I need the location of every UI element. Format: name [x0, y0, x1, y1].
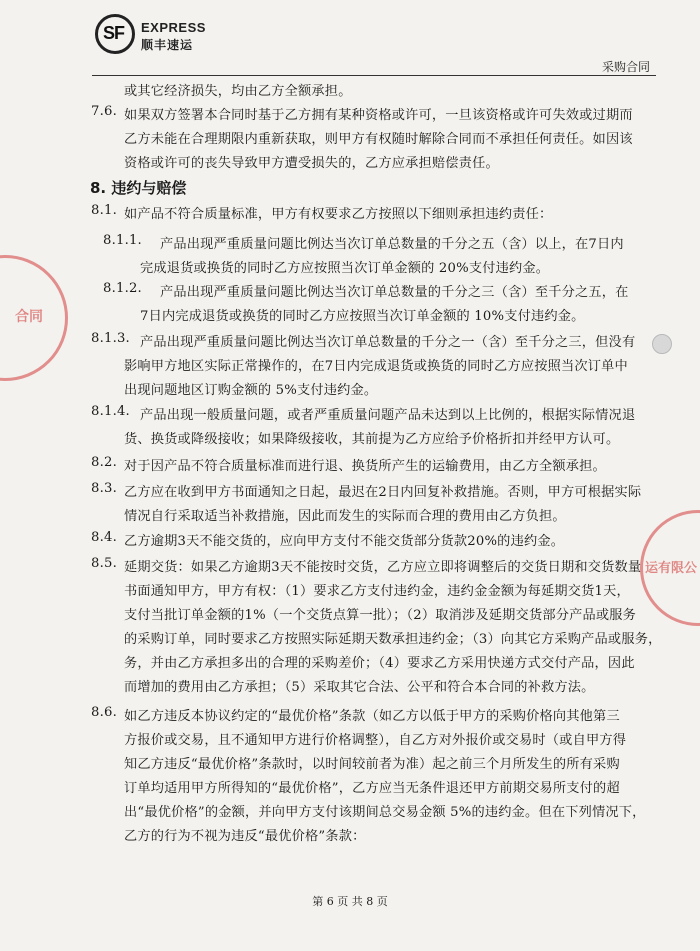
clause-text-line: 乙方应在收到甲方书面通知之日起，最迟在2日内回复补救措施。否则，甲方可根据实际: [124, 485, 642, 500]
red-stamp-right: 运有限公: [640, 510, 700, 626]
clause-number: 8.4.: [91, 530, 117, 545]
clause-text-line: 出“最优价格”的金额，并向甲方支付该期间总交易金额 5%的违约金。但在下列情况下，: [124, 805, 646, 820]
clause-text-line: 订单均适用甲方所得知的“最优价格”，乙方应当无条件退还甲方前期交易所支付的超: [124, 781, 620, 796]
clause-text-line: 而增加的费用由乙方承担；（5）采取其它合法、公平和符合本合同的补救方法。: [124, 680, 595, 695]
clause-text-line: 对于因产品不符合质量标准而进行退、换货所产生的运输费用，由乙方全额承担。: [124, 459, 606, 474]
clause-number: 8.3.: [91, 481, 117, 496]
clause-text-line: 乙方逾期3天不能交货的，应向甲方支付不能交货部分货款20%的违约金。: [124, 534, 565, 549]
clause-text-line: 产品出现一般质量问题，或者严重质量问题产品未达到以上比例的，根据实际情况退: [140, 408, 636, 423]
page-footer: 第 6 页 共 8 页: [312, 895, 388, 908]
sf-express-logo: [95, 14, 215, 58]
sf-logo-icon: SF: [95, 14, 135, 54]
logo-english-text: EXPRESS: [141, 20, 206, 35]
clause-text-line: 产品出现严重质量问题比例达当次订单总数量的千分之三（含）至千分之五，在: [160, 285, 629, 300]
clause-text-line: 方报价或交易，且不通知甲方进行价格调整），自乙方对外报价或交易时（或自甲方得: [124, 733, 627, 748]
clause-text-line: 产品出现严重质量问题比例达当次订单总数量的千分之一（含）至千分之三，但没有: [140, 335, 636, 350]
punch-hole: [652, 334, 672, 354]
clause-text-line: 务，并由乙方承担多出的合理的采购差价；（4）要求乙方采用快递方式交付产品，因此: [124, 656, 635, 671]
clause-text-line: 延期交货：如果乙方逾期3天不能按时交货，乙方应立即将调整后的交货日期和交货数量: [124, 560, 642, 575]
clause-text-line: 出现问题地区订购金额的 5%支付违约金。: [124, 383, 378, 398]
clause-text-line: 如产品不符合质量标准，甲方有权要求乙方按照以下细则承担违约责任：: [124, 207, 553, 222]
clause-text-line: 资格或许可的丧失导致甲方遭受损失的，乙方应承担赔偿责任。: [124, 156, 499, 171]
clause-text-line: 的采购订单，同时要求乙方按照实际延期天数承担违约金；（3）向其它方采购产品或服务，: [124, 632, 662, 647]
header-divider: [92, 75, 656, 76]
clause-number: 8.1.3.: [91, 331, 130, 346]
clause-text-line: 如乙方违反本协议约定的“最优价格”条款（如乙方以低于甲方的采购价格向其他第三: [124, 709, 620, 724]
clause-number: 8.1.4.: [91, 404, 130, 419]
document-title: 采购合同: [601, 60, 650, 74]
clause-text-line: 影响甲方地区实际正常操作的，在7日内完成退货或换货的同时乙方应按照当次订单中: [124, 359, 628, 374]
clause-number: 7.6.: [91, 104, 117, 119]
clause-text-line: 7日内完成退货或换货的同时乙方应按照当次订单金额的 10%支付违约金。: [140, 309, 585, 324]
clause-text-line: 产品出现严重质量问题比例达当次订单总数量的千分之五（含）以上，在7日内: [160, 237, 624, 252]
clause-number: 8.6.: [91, 705, 117, 720]
clause-text-line: 情况自行采取适当补救措施，因此而发生的实际而合理的费用由乙方负担。: [124, 509, 566, 524]
clause-number: 8.1.1.: [103, 233, 142, 248]
logo-chinese-text: 顺丰速运: [141, 38, 194, 52]
clause-number: 8.1.2.: [103, 281, 142, 296]
clause-text-line: 完成退货或换货的同时乙方应按照当次订单金额的 20%支付违约金。: [140, 261, 550, 276]
clause-text-line: 知乙方违反“最优价格”条款时，以时间较前者为准）起之前三个月所发生的所有采购: [124, 757, 620, 772]
clause-text-line: 乙方的行为不视为违反“最优价格”条款：: [124, 829, 366, 844]
clause-number: 8.2.: [91, 455, 117, 470]
clause-number: 8.5.: [91, 556, 117, 571]
clause-text-line: 或其它经济损失，均由乙方全额承担。: [124, 84, 352, 99]
clause-text-line: 货、换货或降级接收；如果降级接收，其前提为乙方应给予价格折扣并经甲方认可。: [124, 432, 620, 447]
clause-text-line: 书面通知甲方，甲方有权：（1）要求乙方支付违约金，违约金金额为每延期交货1天，: [124, 584, 630, 599]
clause-text-line: 乙方未能在合理期限内重新获取，则甲方有权随时解除合同而不承担任何责任。如因该: [124, 132, 633, 147]
red-stamp-left: 合同: [0, 255, 68, 381]
clause-text-line: 支付当批订单金额的1%（一个交货点算一批）；（2）取消涉及延期交货部分产品或服务: [124, 608, 637, 623]
clause-number: 8.1.: [91, 203, 117, 218]
clause-text-line: 如果双方签署本合同时基于乙方拥有某种资格或许可，一旦该资格或许可失效或过期而: [124, 108, 633, 123]
section-heading: 8. 违约与赔偿: [90, 179, 187, 197]
